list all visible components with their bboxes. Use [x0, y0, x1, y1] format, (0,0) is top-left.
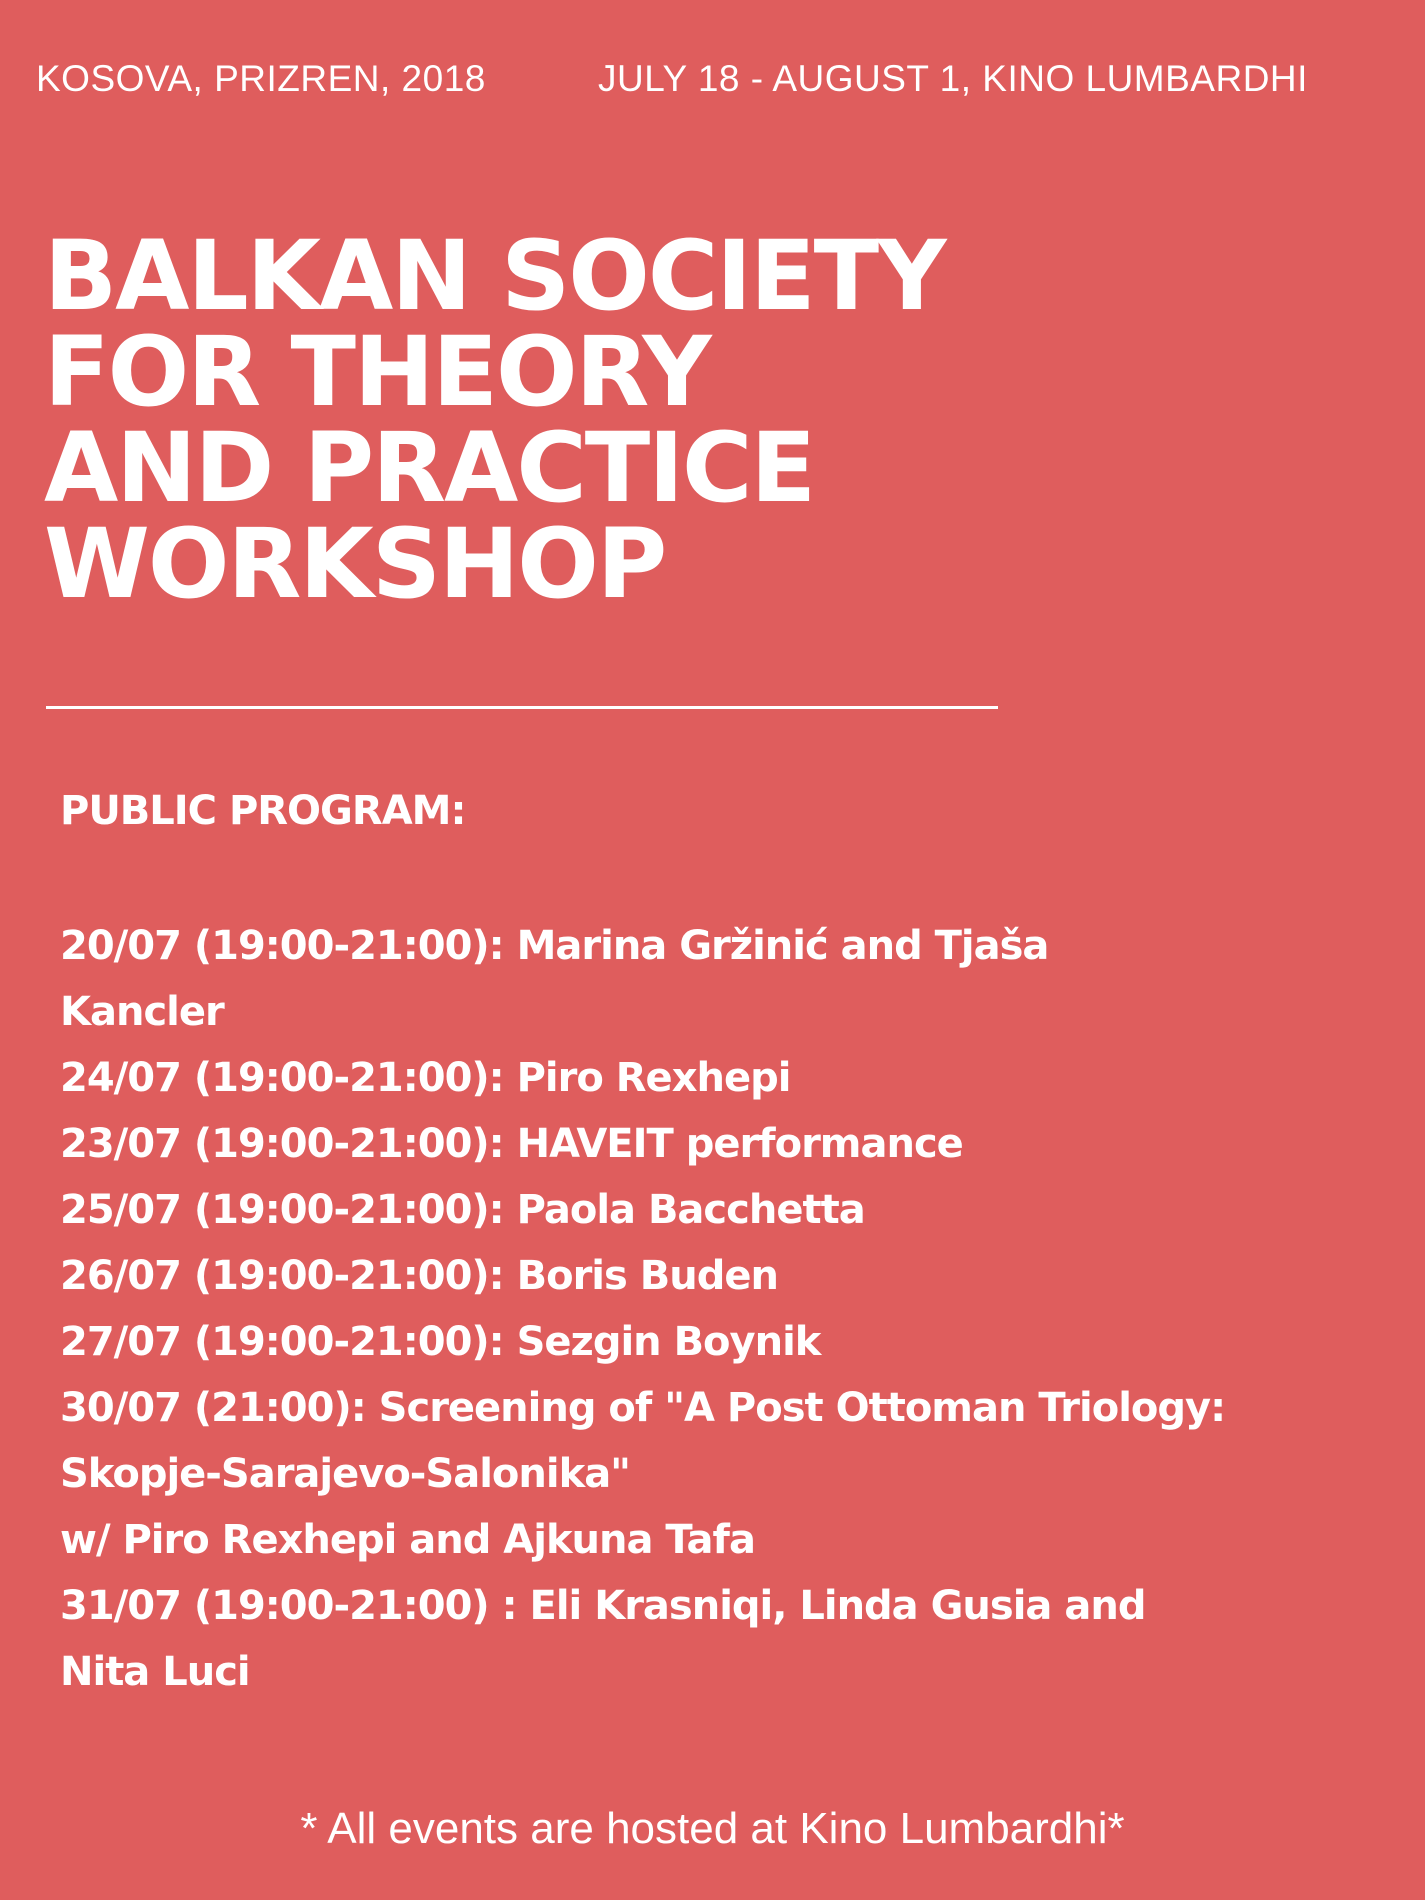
event-item: [60, 1243, 1410, 1309]
event-line: 23/07 (19:00-21:00): HAVEIT performance: [60, 1121, 963, 1167]
event-item: [60, 1573, 1410, 1705]
event-line: 30/07 (21:00): Screening of "A Post Ottoman Triology:: [60, 1385, 1226, 1431]
venue-note: * All events are hosted at Kino Lumbardhi*: [300, 1804, 1125, 1853]
event-line: 24/07 (19:00-21:00): Piro Rexhepi: [60, 1055, 791, 1101]
title-line: WORKSHOP: [44, 508, 666, 620]
event-line: Skopje-Sarajevo-Salonika": [60, 1451, 631, 1497]
event-line: 31/07 (19:00-21:00) : Eli Krasniqi, Linda Gusia and: [60, 1583, 1146, 1629]
event-line: Kancler: [60, 989, 224, 1035]
event-line: 26/07 (19:00-21:00): Boris Buden: [60, 1253, 778, 1299]
title-line: FOR THEORY: [44, 316, 710, 428]
event-line: 20/07 (19:00-21:00): Marina Gržinić and Tjaša: [60, 923, 1049, 969]
event-line: 27/07 (19:00-21:00): Sezgin Boynik: [60, 1319, 821, 1365]
event-line: 25/07 (19:00-21:00): Paola Bacchetta: [60, 1187, 865, 1233]
event-item: [60, 1309, 1410, 1375]
event-item: [60, 913, 1410, 1045]
event-item: [60, 1375, 1410, 1573]
event-item: [60, 1045, 1410, 1111]
event-location: KOSOVA, PRIZREN, 2018: [36, 58, 486, 99]
title-line: BALKAN SOCIETY: [44, 220, 945, 332]
workshop-title: [44, 220, 945, 620]
title-line: AND PRACTICE: [44, 412, 815, 524]
event-list: [60, 913, 1410, 1705]
program-heading: PUBLIC PROGRAM:: [60, 788, 466, 834]
event-line: Nita Luci: [60, 1649, 250, 1695]
divider-line: [46, 706, 998, 709]
event-dates-venue: JULY 18 - AUGUST 1, KINO LUMBARDHI: [598, 58, 1308, 99]
event-item: [60, 1111, 1410, 1177]
event-item: [60, 1177, 1410, 1243]
event-line: w/ Piro Rexhepi and Ajkuna Tafa: [60, 1517, 755, 1563]
